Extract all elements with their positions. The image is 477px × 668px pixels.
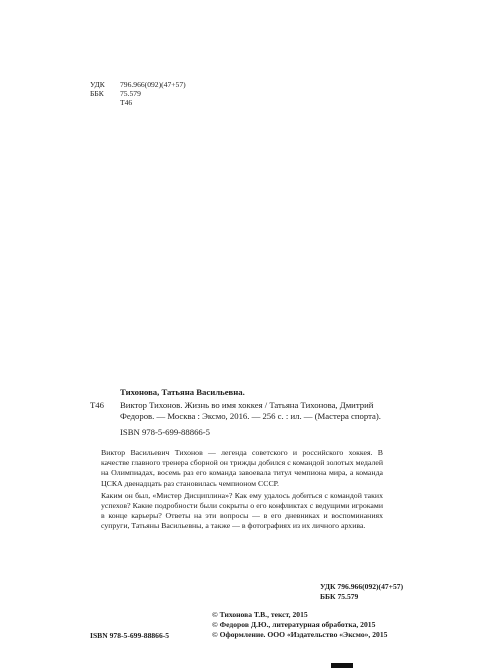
copyright-block: [212, 610, 387, 640]
bbk-row: [90, 89, 186, 98]
annotation-paragraph: Каким он был, «Мистер Дисциплина»? Как ему удалось добиться с командой таких успехов? Какие подробности были сокрыты о его конфликтах с ведущими игроками в конце карьеры? Ответы на эти вопросы — в его дневниках и воспоминаниях супруги, Татьяны Васильевны, а также — в фотографиях из их личного архива.: [101, 490, 383, 531]
right-bbk: ББК 75.579: [320, 591, 359, 601]
author-sign: Т46: [120, 98, 133, 107]
entry-description: Виктор Тихонов. Жизнь во имя хоккея / Татьяна Тихонова, Дмитрий Федоров. — Москва : Эксмо, 2016. — 256 с. : ил. — (Мастера спорта).: [120, 400, 381, 421]
entry-sign: Т46: [90, 400, 104, 410]
bbk-label: ББК: [90, 89, 104, 98]
bbk-value: 75.579: [120, 89, 141, 98]
copyright-line: © Оформление. ООО «Издательство «Эксмо», 2015: [212, 630, 388, 639]
right-codes: [320, 582, 403, 601]
entry-isbn: ISBN 978-5-699-88866-5: [120, 427, 211, 437]
scan-mark: [331, 663, 353, 668]
right-udk: УДК 796.966(092)(47+57): [320, 582, 404, 591]
bibliographic-entry: [90, 387, 390, 438]
copyright-line: © Федоров Д.Ю., литературная обработка, 2015: [212, 620, 376, 629]
entry-description-block: [90, 400, 390, 422]
entry-author: Тихонова, Татьяна Васильевна.: [120, 387, 245, 397]
copyright-line: © Тихонова Т.В., текст, 2015: [212, 610, 308, 619]
udk-label: УДК: [90, 80, 105, 89]
annotation: [101, 448, 383, 532]
udk-row: [90, 80, 186, 89]
annotation-paragraph: Виктор Васильевич Тихонов — легенда советского и российского хоккея. В качестве главного тренера сборной он трижды добился с командой золотых медалей на Олимпиадах, восемь раз его команда завоевала титул чемпиона мира, а команда ЦСКА двенадцать раз становилась чемпионом СССР.: [101, 448, 383, 488]
bottom-isbn: ISBN 978-5-699-88866-5: [90, 631, 170, 640]
udk-value: 796.966(092)(47+57): [120, 80, 186, 89]
classification-block: [90, 80, 186, 107]
